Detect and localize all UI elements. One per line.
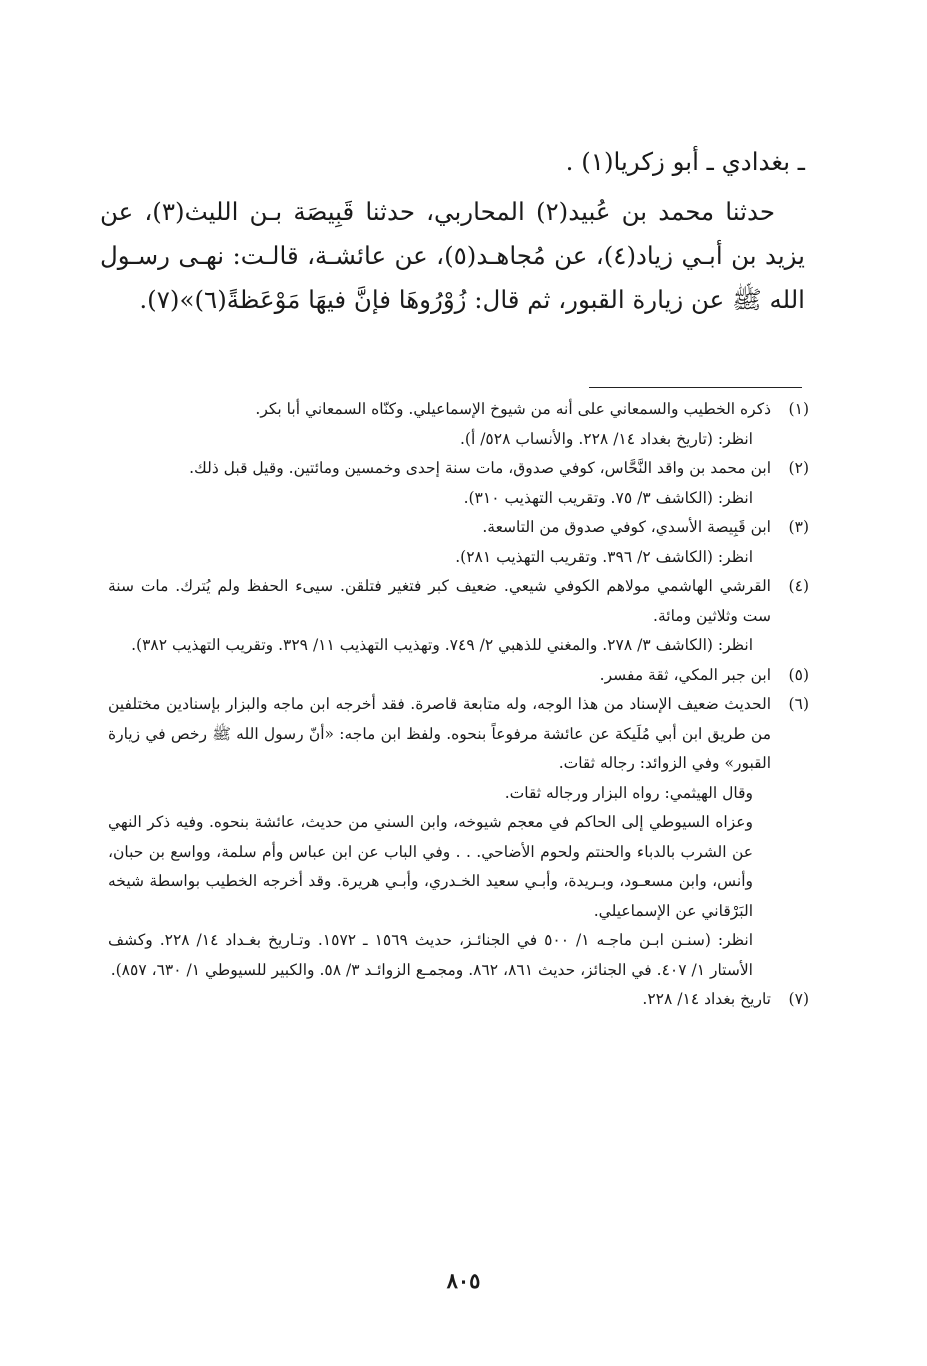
footnote-reference: انظر: (الكاشف ٣/ ٢٧٨. والمغني للذهبي ٢/ ٧٤٩. وتهذيب التهذيب ١١/ ٣٢٩. وتقريب التهذيب ٣٨٢).	[131, 636, 753, 654]
footnote-number: (٣)	[788, 518, 809, 536]
footnote-separator	[589, 387, 802, 388]
footnote-reference: انظر: (الكاشف ٢/ ٣٩٦. وتقريب التهذيب ٢٨١).	[455, 547, 753, 566]
footnote-text: ابن قَبِيصة الأسدي، كوفي صدوق من التاسعة.	[482, 518, 771, 536]
footnote-reference: انظر: (تاريخ بغداد ١٤/ ٢٢٨. والأنساب ٥٢٨/ أ).	[459, 429, 753, 448]
footnote-7	[108, 985, 809, 1015]
footnote-4	[108, 572, 809, 661]
footnote-text: ذكره الخطيب والسمعاني على أنه من شيوخ الإسماعيلي. وكنّاه السمعاني أبا بكر.	[255, 400, 771, 418]
main-paragraph: حدثنا محمد بن عُبيد(٢) المحاربي، حدثنا قَبِيصَة بـن الليث(٣)، عن يزيد بن أبـي زياد(٤)، عن مُجاهـد(٥)، عن عائشـة، قالـت: نهـى رسـول الله ﷺ عن زيارة القبور، ثم قال: زُوْرُوهَا فإنَّ فيهَا مَوْعَظةً(٦)»(٧).	[100, 197, 805, 314]
footnote-6	[108, 690, 809, 985]
footnote-number: (١)	[788, 400, 809, 418]
footnote-number: (٧)	[788, 990, 809, 1008]
footnote-text: القرشي الهاشمي مولاهم الكوفي شيعي. ضعيف كبر فتغير فتلقن. سيىء الحفظ ولم يُترك. مات سنة ست وثلاثين ومائة.	[108, 577, 771, 625]
footnote-1	[108, 395, 809, 454]
footnote-5	[108, 661, 809, 691]
footnote-text-extra: وعزاه السيوطي إلى الحاكم في معجم شيوخه، وابن السني من حديث، عائشة بنحوه. وفيه ذكر النهي عن الشرب بالدباء والحنتم ولحوم الأضاحي. . . وفي الباب عن ابن عباس وأم سلمة، وواسع بن حبان، وأنس، وابن مسعـود، وبـريدة، وأبـي سعيد الخـدري، وأبـي هريرة. وقد أخرجه الخطيب بواسطة شيخه البَرْقاني عن الإسماعيلي.	[108, 813, 753, 920]
footnote-text: ابن محمد بن واقد النَّحَّاس، كوفي صدوق، مات سنة إحدى وخمسين ومائتين. وقيل قبل ذلك.	[189, 459, 771, 477]
footnote-number: (٦)	[788, 695, 809, 713]
footnote-text-extra: وقال الهيثمي: رواه البزار ورجاله ثقات.	[504, 783, 753, 802]
footnote-text: ابن جبر المكي، ثقة مفسر.	[599, 665, 771, 684]
page-number: ٨٠٥	[446, 1268, 481, 1293]
main-text	[100, 140, 805, 322]
footnote-reference: انظر: (سنـن ابـن ماجـه ١/ ٥٠٠ في الجنائـز، حديث ١٥٦٩ ـ ١٥٧٢. وتـاريخ بغـداد ١٤/ ٢٢٨. وكشف الأستار ١/ ٤٠٧. في الجنائز، حديث ٨٦١، ٨٦٢. ومجمـع الزوائـد ٣/ ٥٨. والكبير للسيوطي ١/ ٦٣٠، ٨٥٧).	[108, 931, 753, 979]
footnote-3	[108, 513, 809, 572]
footnote-text: تاريخ بغداد ١٤/ ٢٢٨.	[642, 990, 771, 1008]
footnote-number: (٢)	[788, 459, 809, 477]
footnotes	[108, 395, 809, 1015]
footnote-number: (٤)	[788, 577, 809, 595]
footnote-reference: انظر: (الكاشف ٣/ ٧٥. وتقريب التهذيب ٣١٠).	[463, 488, 753, 507]
footnote-text: الحديث ضعيف الإسناد من هذا الوجه، وله متابعة قاصرة. فقد أخرجه ابن ماجه والبزار بإسنادين مختلفين من طريق ابن أبي مُلَيكة عن عائشة مرفوعاً بنحوه. ولفظ ابن ماجه: «أنّ رسول الله ﷺ رخص في زيارة القبور» وفي الزوائد: رجاله ثقات.	[108, 695, 771, 772]
main-first-line: ـ بغدادي ـ أبو زكريا(١) .	[565, 147, 805, 176]
footnote-number: (٥)	[788, 665, 809, 684]
footnote-2	[108, 454, 809, 513]
